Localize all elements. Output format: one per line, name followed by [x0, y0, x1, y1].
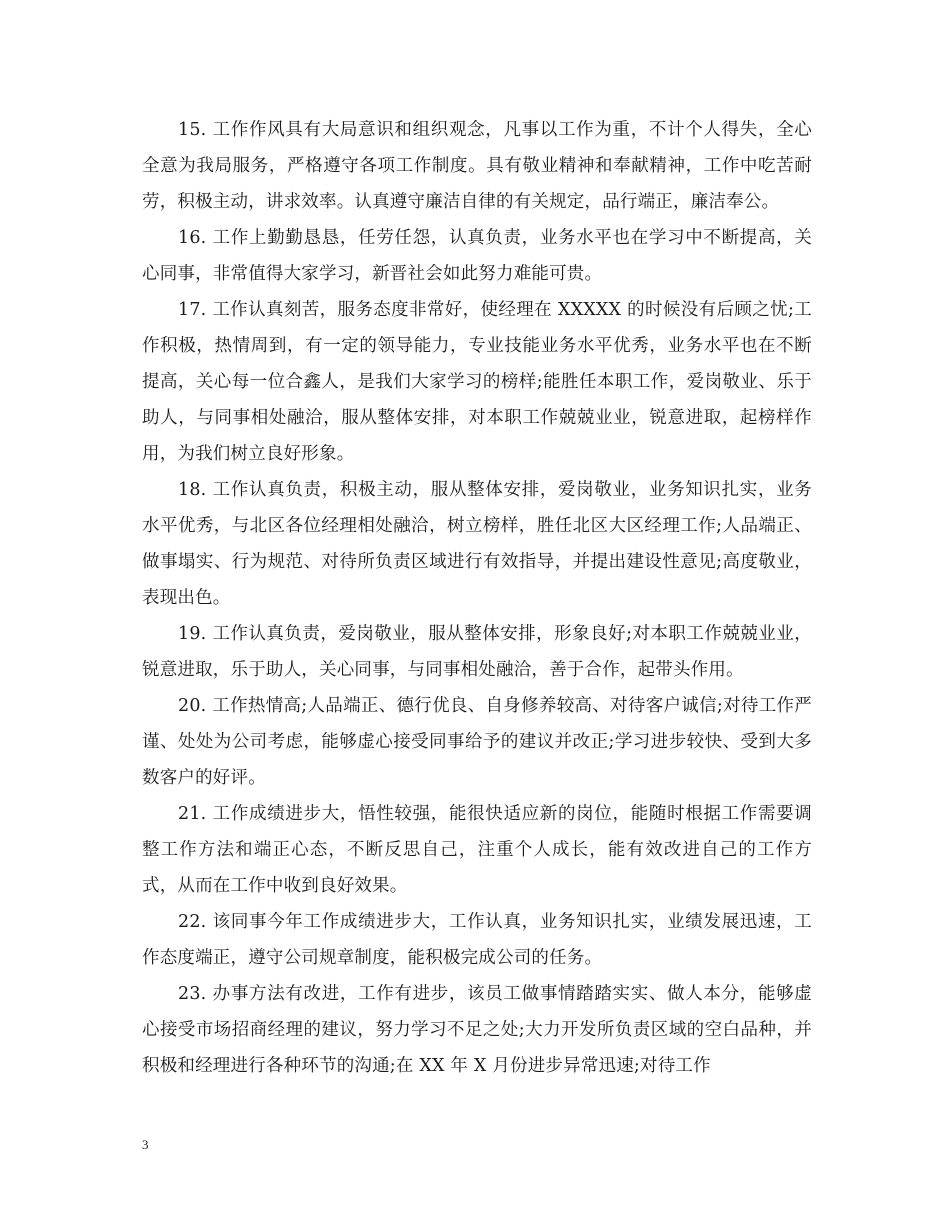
document-body — [142, 112, 812, 1084]
paragraph-23: 23. 办事方法有改进，工作有进步，该员工做事情踏踏实实、做人本分，能够虚心接受市场招商经理的建议，努力学习不足之处;大力开发所负责区域的空白品种，并积极和经理进行各种环节的沟通;在 XX 年 X 月份进步异常迅速;对待工作 — [142, 984, 812, 1076]
page-number: 3 — [142, 1137, 149, 1152]
paragraph-15: 15. 工作作风具有大局意识和组织观念，凡事以工作为重，不计个人得失，全心全意为我局服务，严格遵守各项工作制度。具有敬业精神和奉献精神，工作中吃苦耐劳，积极主动，讲求效率。认真遵守廉洁自律的有关规定，品行端正，廉洁奉公。 — [142, 120, 812, 212]
paragraph-19: 19. 工作认真负责，爱岗敬业，服从整体安排，形象良好;对本职工作兢兢业业，锐意进取，乐于助人，关心同事，与同事相处融洽，善于合作，起带头作用。 — [142, 624, 812, 680]
paragraph-21: 21. 工作成绩进步大，悟性较强，能很快适应新的岗位，能随时根据工作需要调整工作方法和端正心态，不断反思自己，注重个人成长，能有效改进自己的工作方式，从而在工作中收到良好效果。 — [142, 804, 812, 896]
paragraph-20: 20. 工作热情高;人品端正、德行优良、自身修养较高、对待客户诚信;对待工作严谨、处处为公司考虑，能够虚心接受同事给予的建议并改正;学习进步较快、受到大多数客户的好评。 — [142, 696, 812, 788]
paragraph-22: 22. 该同事今年工作成绩进步大，工作认真，业务知识扎实，业绩发展迅速，工作态度端正，遵守公司规章制度，能积极完成公司的任务。 — [142, 912, 812, 968]
paragraph-18: 18. 工作认真负责，积极主动，服从整体安排，爱岗敬业，业务知识扎实，业务水平优秀，与北区各位经理相处融洽，树立榜样，胜任北区大区经理工作;人品端正、做事塌实、行为规范、对待所负责区域进行有效指导，并提出建设性意见;高度敬业，表现出色。 — [142, 480, 812, 608]
paragraph-16: 16. 工作上勤勤恳恳，任劳任怨，认真负责，业务水平也在学习中不断提高，关心同事，非常值得大家学习，新晋社会如此努力难能可贵。 — [142, 228, 812, 284]
paragraph-17: 17. 工作认真刻苦，服务态度非常好，使经理在 XXXXX 的时候没有后顾之忧;工作积极，热情周到，有一定的领导能力，专业技能业务水平优秀，业务水平也在不断提高，关心每一位合鑫人，是我们大家学习的榜样;能胜任本职工作，爱岗敬业、乐于助人，与同事相处融洽，服从整体安排，对本职工作兢兢业业，锐意进取，起榜样作用，为我们树立良好形象。 — [142, 300, 812, 464]
